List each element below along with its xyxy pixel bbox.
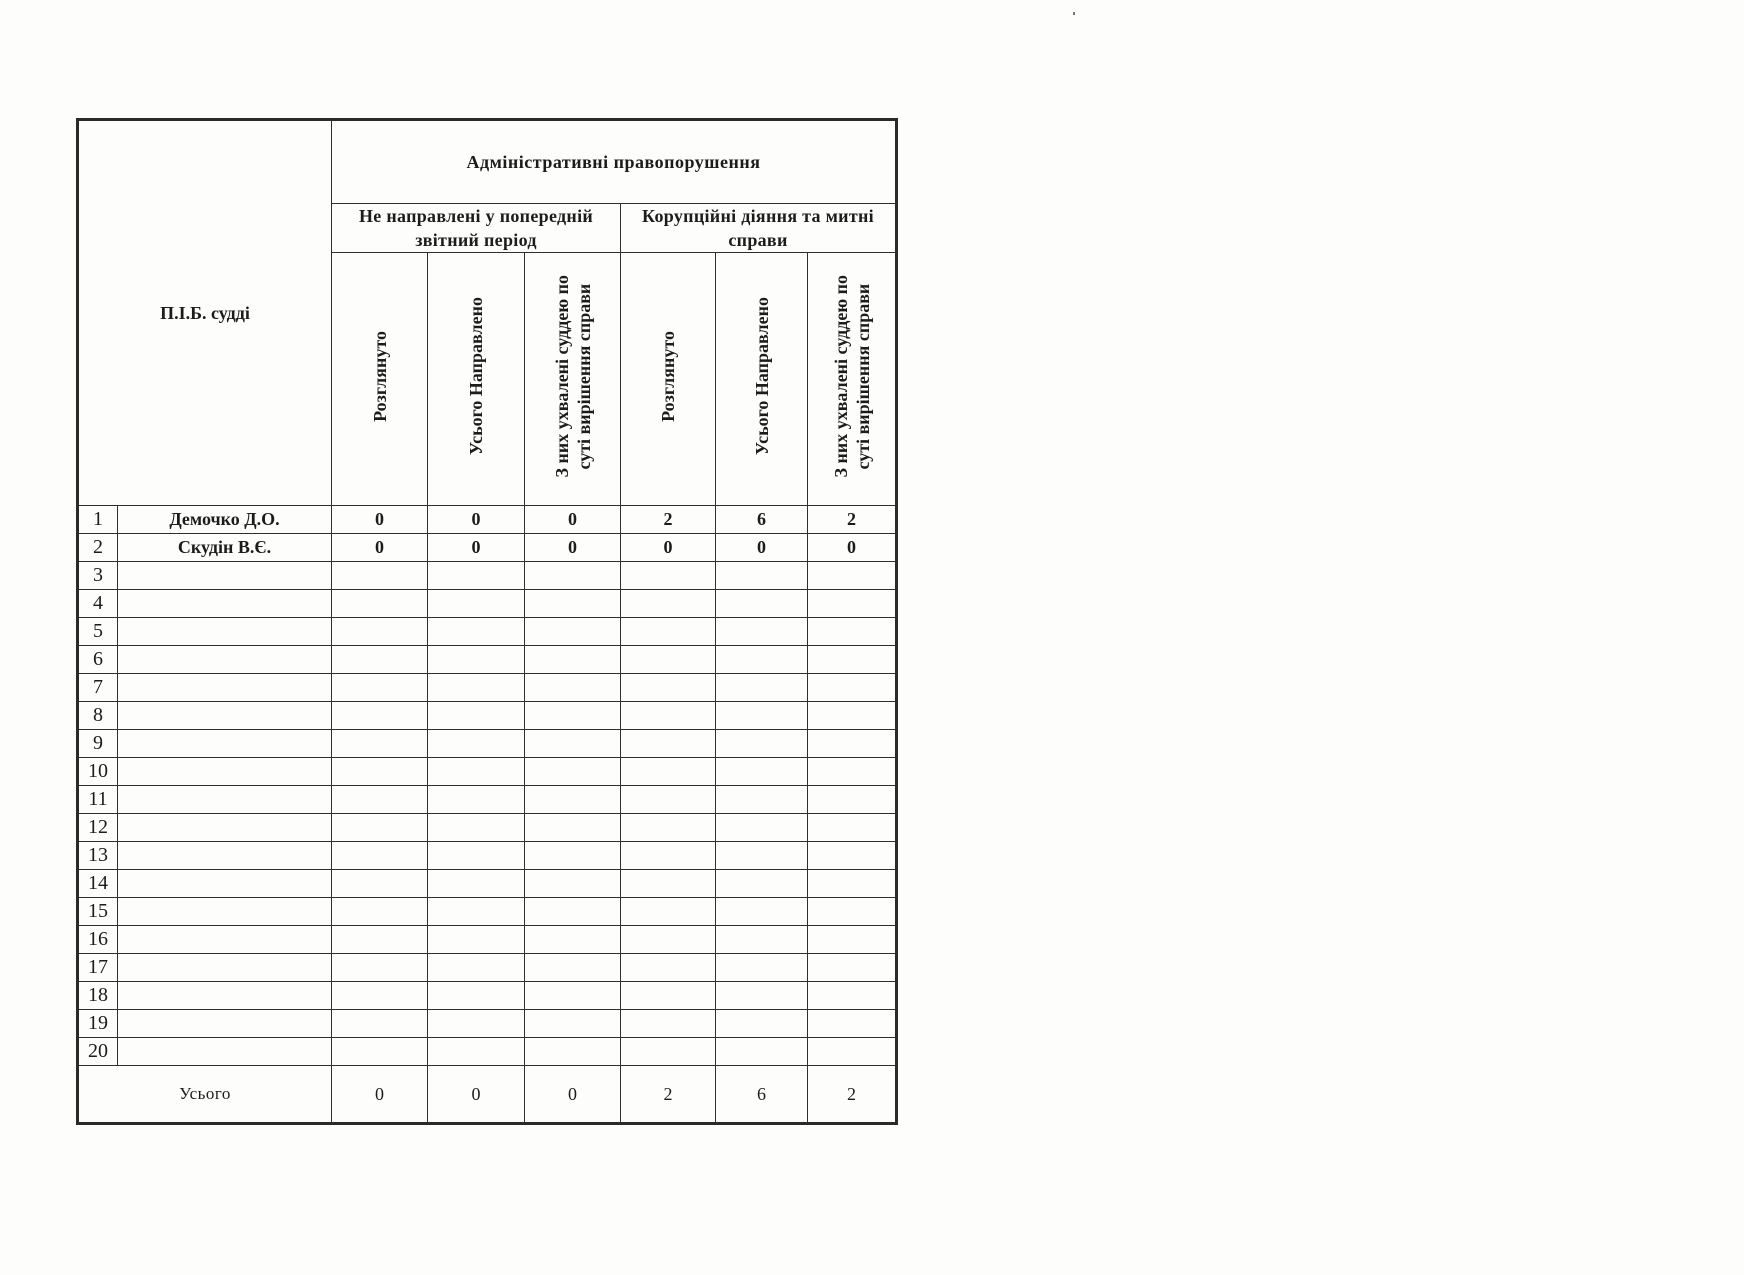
value-cell: [716, 926, 808, 954]
row-number: 12: [78, 814, 118, 842]
value-cell: [716, 1038, 808, 1066]
judge-name-cell: [118, 674, 332, 702]
table-row: [78, 954, 897, 982]
row-number: 10: [78, 758, 118, 786]
judges-report-table: [76, 118, 898, 1125]
value-cell: [808, 982, 897, 1010]
table-row: [78, 618, 897, 646]
total-value-cell: 0: [428, 1066, 525, 1124]
table-row: [78, 646, 897, 674]
header-row-title: [78, 120, 897, 204]
value-cell: [428, 870, 525, 898]
value-cell: [621, 590, 716, 618]
value-cell: 6: [716, 506, 808, 534]
table-body: [78, 120, 897, 1124]
judge-name-cell: [118, 786, 332, 814]
value-cell: [332, 1010, 428, 1038]
value-cell: [332, 702, 428, 730]
judge-name-cell: [118, 814, 332, 842]
row-number: 8: [78, 702, 118, 730]
value-cell: [808, 646, 897, 674]
row-number: 16: [78, 926, 118, 954]
total-value-cell: 0: [332, 1066, 428, 1124]
total-value-cell: 2: [621, 1066, 716, 1124]
table-row: [78, 674, 897, 702]
value-cell: [716, 646, 808, 674]
value-cell: [428, 954, 525, 982]
column-header-total-sent: [716, 253, 808, 506]
value-cell: [621, 926, 716, 954]
value-cell: 0: [525, 506, 621, 534]
value-cell: [428, 786, 525, 814]
value-cell: [808, 562, 897, 590]
value-cell: [525, 562, 621, 590]
value-cell: [808, 954, 897, 982]
value-cell: [332, 898, 428, 926]
value-cell: [428, 1010, 525, 1038]
value-cell: 0: [525, 534, 621, 562]
row-number: 13: [78, 842, 118, 870]
value-cell: 0: [808, 534, 897, 562]
total-value-cell: 6: [716, 1066, 808, 1124]
row-number: 14: [78, 870, 118, 898]
scan-speck: [1073, 12, 1075, 15]
column-header-label: Усього Направлено: [751, 297, 772, 456]
column-header-label: Усього Направлено: [466, 297, 486, 456]
value-cell: [808, 702, 897, 730]
value-cell: [525, 702, 621, 730]
value-cell: [525, 842, 621, 870]
value-cell: [716, 1010, 808, 1038]
judge-name-cell: [118, 982, 332, 1010]
table-row: [78, 786, 897, 814]
table-row: [78, 562, 897, 590]
row-number: 2: [78, 534, 118, 562]
value-cell: [808, 730, 897, 758]
group-header-not-sent: Не направлені у попередній звітний період: [332, 204, 621, 253]
value-cell: [621, 646, 716, 674]
judge-name-cell: [118, 870, 332, 898]
value-cell: [332, 618, 428, 646]
column-header-decided-on-merits: [525, 253, 621, 506]
value-cell: [716, 674, 808, 702]
value-cell: [332, 646, 428, 674]
value-cell: [525, 814, 621, 842]
value-cell: [428, 982, 525, 1010]
value-cell: [716, 982, 808, 1010]
value-cell: [716, 562, 808, 590]
value-cell: [525, 982, 621, 1010]
table-row: [78, 870, 897, 898]
value-cell: [428, 730, 525, 758]
judge-name-header: П.І.Б. судді: [78, 120, 332, 506]
table-title: Адміністративні правопорушення: [332, 120, 897, 204]
row-number: 18: [78, 982, 118, 1010]
value-cell: [621, 786, 716, 814]
value-cell: [525, 870, 621, 898]
value-cell: [428, 758, 525, 786]
value-cell: [808, 898, 897, 926]
value-cell: [332, 590, 428, 618]
value-cell: [525, 590, 621, 618]
value-cell: [525, 730, 621, 758]
column-header-reviewed: [332, 253, 428, 506]
value-cell: [332, 982, 428, 1010]
value-cell: [332, 1038, 428, 1066]
column-header-label: Розглянуто: [658, 331, 678, 422]
table-row: [78, 814, 897, 842]
group-header-corruption: Корупційні діяння та митні справи: [621, 204, 897, 253]
value-cell: [621, 618, 716, 646]
row-number: 5: [78, 618, 118, 646]
value-cell: [332, 786, 428, 814]
value-cell: [808, 814, 897, 842]
value-cell: [332, 814, 428, 842]
judge-name-cell: [118, 954, 332, 982]
table-row: [78, 982, 897, 1010]
value-cell: [525, 1038, 621, 1066]
value-cell: [716, 870, 808, 898]
value-cell: [525, 954, 621, 982]
value-cell: [525, 1010, 621, 1038]
value-cell: [621, 954, 716, 982]
value-cell: [716, 730, 808, 758]
table-row: [78, 842, 897, 870]
table-row: [78, 506, 897, 534]
value-cell: 0: [428, 534, 525, 562]
value-cell: [716, 702, 808, 730]
table-row: [78, 730, 897, 758]
judge-name-cell: [118, 1010, 332, 1038]
row-number: 17: [78, 954, 118, 982]
value-cell: [525, 646, 621, 674]
value-cell: 0: [332, 506, 428, 534]
judge-name-cell: Демочко Д.О.: [118, 506, 332, 534]
column-header-label: З них ухвалені суддею по суті вирішення справи: [551, 275, 594, 478]
value-cell: [525, 618, 621, 646]
row-number: 20: [78, 1038, 118, 1066]
value-cell: [808, 1038, 897, 1066]
value-cell: [808, 870, 897, 898]
judge-name-cell: [118, 590, 332, 618]
value-cell: 0: [621, 534, 716, 562]
judge-name-cell: [118, 618, 332, 646]
total-value-cell: 2: [808, 1066, 897, 1124]
value-cell: [332, 954, 428, 982]
value-cell: [332, 842, 428, 870]
value-cell: [621, 702, 716, 730]
value-cell: [621, 842, 716, 870]
column-header-label: Розглянуто: [369, 331, 390, 422]
column-header-reviewed: [621, 253, 716, 506]
value-cell: [621, 674, 716, 702]
value-cell: [621, 1038, 716, 1066]
value-cell: [428, 814, 525, 842]
value-cell: [808, 590, 897, 618]
value-cell: [716, 814, 808, 842]
judge-name-cell: [118, 646, 332, 674]
value-cell: [716, 786, 808, 814]
table-row: [78, 1010, 897, 1038]
value-cell: [428, 1038, 525, 1066]
value-cell: [332, 926, 428, 954]
column-header-label: З них ухвалені суддею по суті вирішення справи: [830, 275, 873, 478]
value-cell: 0: [428, 506, 525, 534]
value-cell: [808, 1010, 897, 1038]
value-cell: [428, 674, 525, 702]
value-cell: [808, 786, 897, 814]
value-cell: [808, 674, 897, 702]
table-row: [78, 758, 897, 786]
judge-name-cell: [118, 758, 332, 786]
row-number: 4: [78, 590, 118, 618]
table-row: [78, 590, 897, 618]
value-cell: [332, 870, 428, 898]
value-cell: [428, 646, 525, 674]
judge-name-cell: [118, 702, 332, 730]
value-cell: [525, 898, 621, 926]
value-cell: [525, 786, 621, 814]
value-cell: [525, 674, 621, 702]
table-row: [78, 534, 897, 562]
judge-name-cell: [118, 898, 332, 926]
row-number: 15: [78, 898, 118, 926]
value-cell: [332, 562, 428, 590]
value-cell: [428, 618, 525, 646]
value-cell: [716, 842, 808, 870]
value-cell: [332, 758, 428, 786]
column-header-decided-on-merits: [808, 253, 897, 506]
table-row: [78, 898, 897, 926]
value-cell: [621, 562, 716, 590]
value-cell: [332, 730, 428, 758]
value-cell: [428, 898, 525, 926]
value-cell: [525, 758, 621, 786]
value-cell: [621, 758, 716, 786]
row-number: 1: [78, 506, 118, 534]
value-cell: [428, 926, 525, 954]
value-cell: [716, 758, 808, 786]
value-cell: 2: [808, 506, 897, 534]
judge-name-cell: Скудін В.Є.: [118, 534, 332, 562]
value-cell: [808, 842, 897, 870]
value-cell: [428, 702, 525, 730]
value-cell: 0: [332, 534, 428, 562]
value-cell: 0: [716, 534, 808, 562]
row-number: 7: [78, 674, 118, 702]
row-number: 9: [78, 730, 118, 758]
row-number: 11: [78, 786, 118, 814]
value-cell: [525, 926, 621, 954]
value-cell: [621, 898, 716, 926]
value-cell: [808, 926, 897, 954]
value-cell: [428, 842, 525, 870]
value-cell: [716, 590, 808, 618]
value-cell: [621, 982, 716, 1010]
table-row: [78, 702, 897, 730]
value-cell: [621, 870, 716, 898]
row-number: 6: [78, 646, 118, 674]
value-cell: [716, 618, 808, 646]
value-cell: 2: [621, 506, 716, 534]
value-cell: [428, 562, 525, 590]
column-header-total-sent: [428, 253, 525, 506]
value-cell: [808, 618, 897, 646]
row-number: 19: [78, 1010, 118, 1038]
value-cell: [808, 758, 897, 786]
value-cell: [716, 898, 808, 926]
table-row: [78, 1038, 897, 1066]
value-cell: [621, 814, 716, 842]
judge-name-cell: [118, 842, 332, 870]
total-row: [78, 1066, 897, 1124]
judge-name-cell: [118, 926, 332, 954]
judge-name-cell: [118, 730, 332, 758]
value-cell: [428, 590, 525, 618]
judge-name-cell: [118, 562, 332, 590]
value-cell: [332, 674, 428, 702]
value-cell: [621, 1010, 716, 1038]
row-number: 3: [78, 562, 118, 590]
value-cell: [716, 954, 808, 982]
judge-name-cell: [118, 1038, 332, 1066]
total-label: Усього: [78, 1066, 332, 1124]
value-cell: [621, 730, 716, 758]
total-value-cell: 0: [525, 1066, 621, 1124]
table-row: [78, 926, 897, 954]
